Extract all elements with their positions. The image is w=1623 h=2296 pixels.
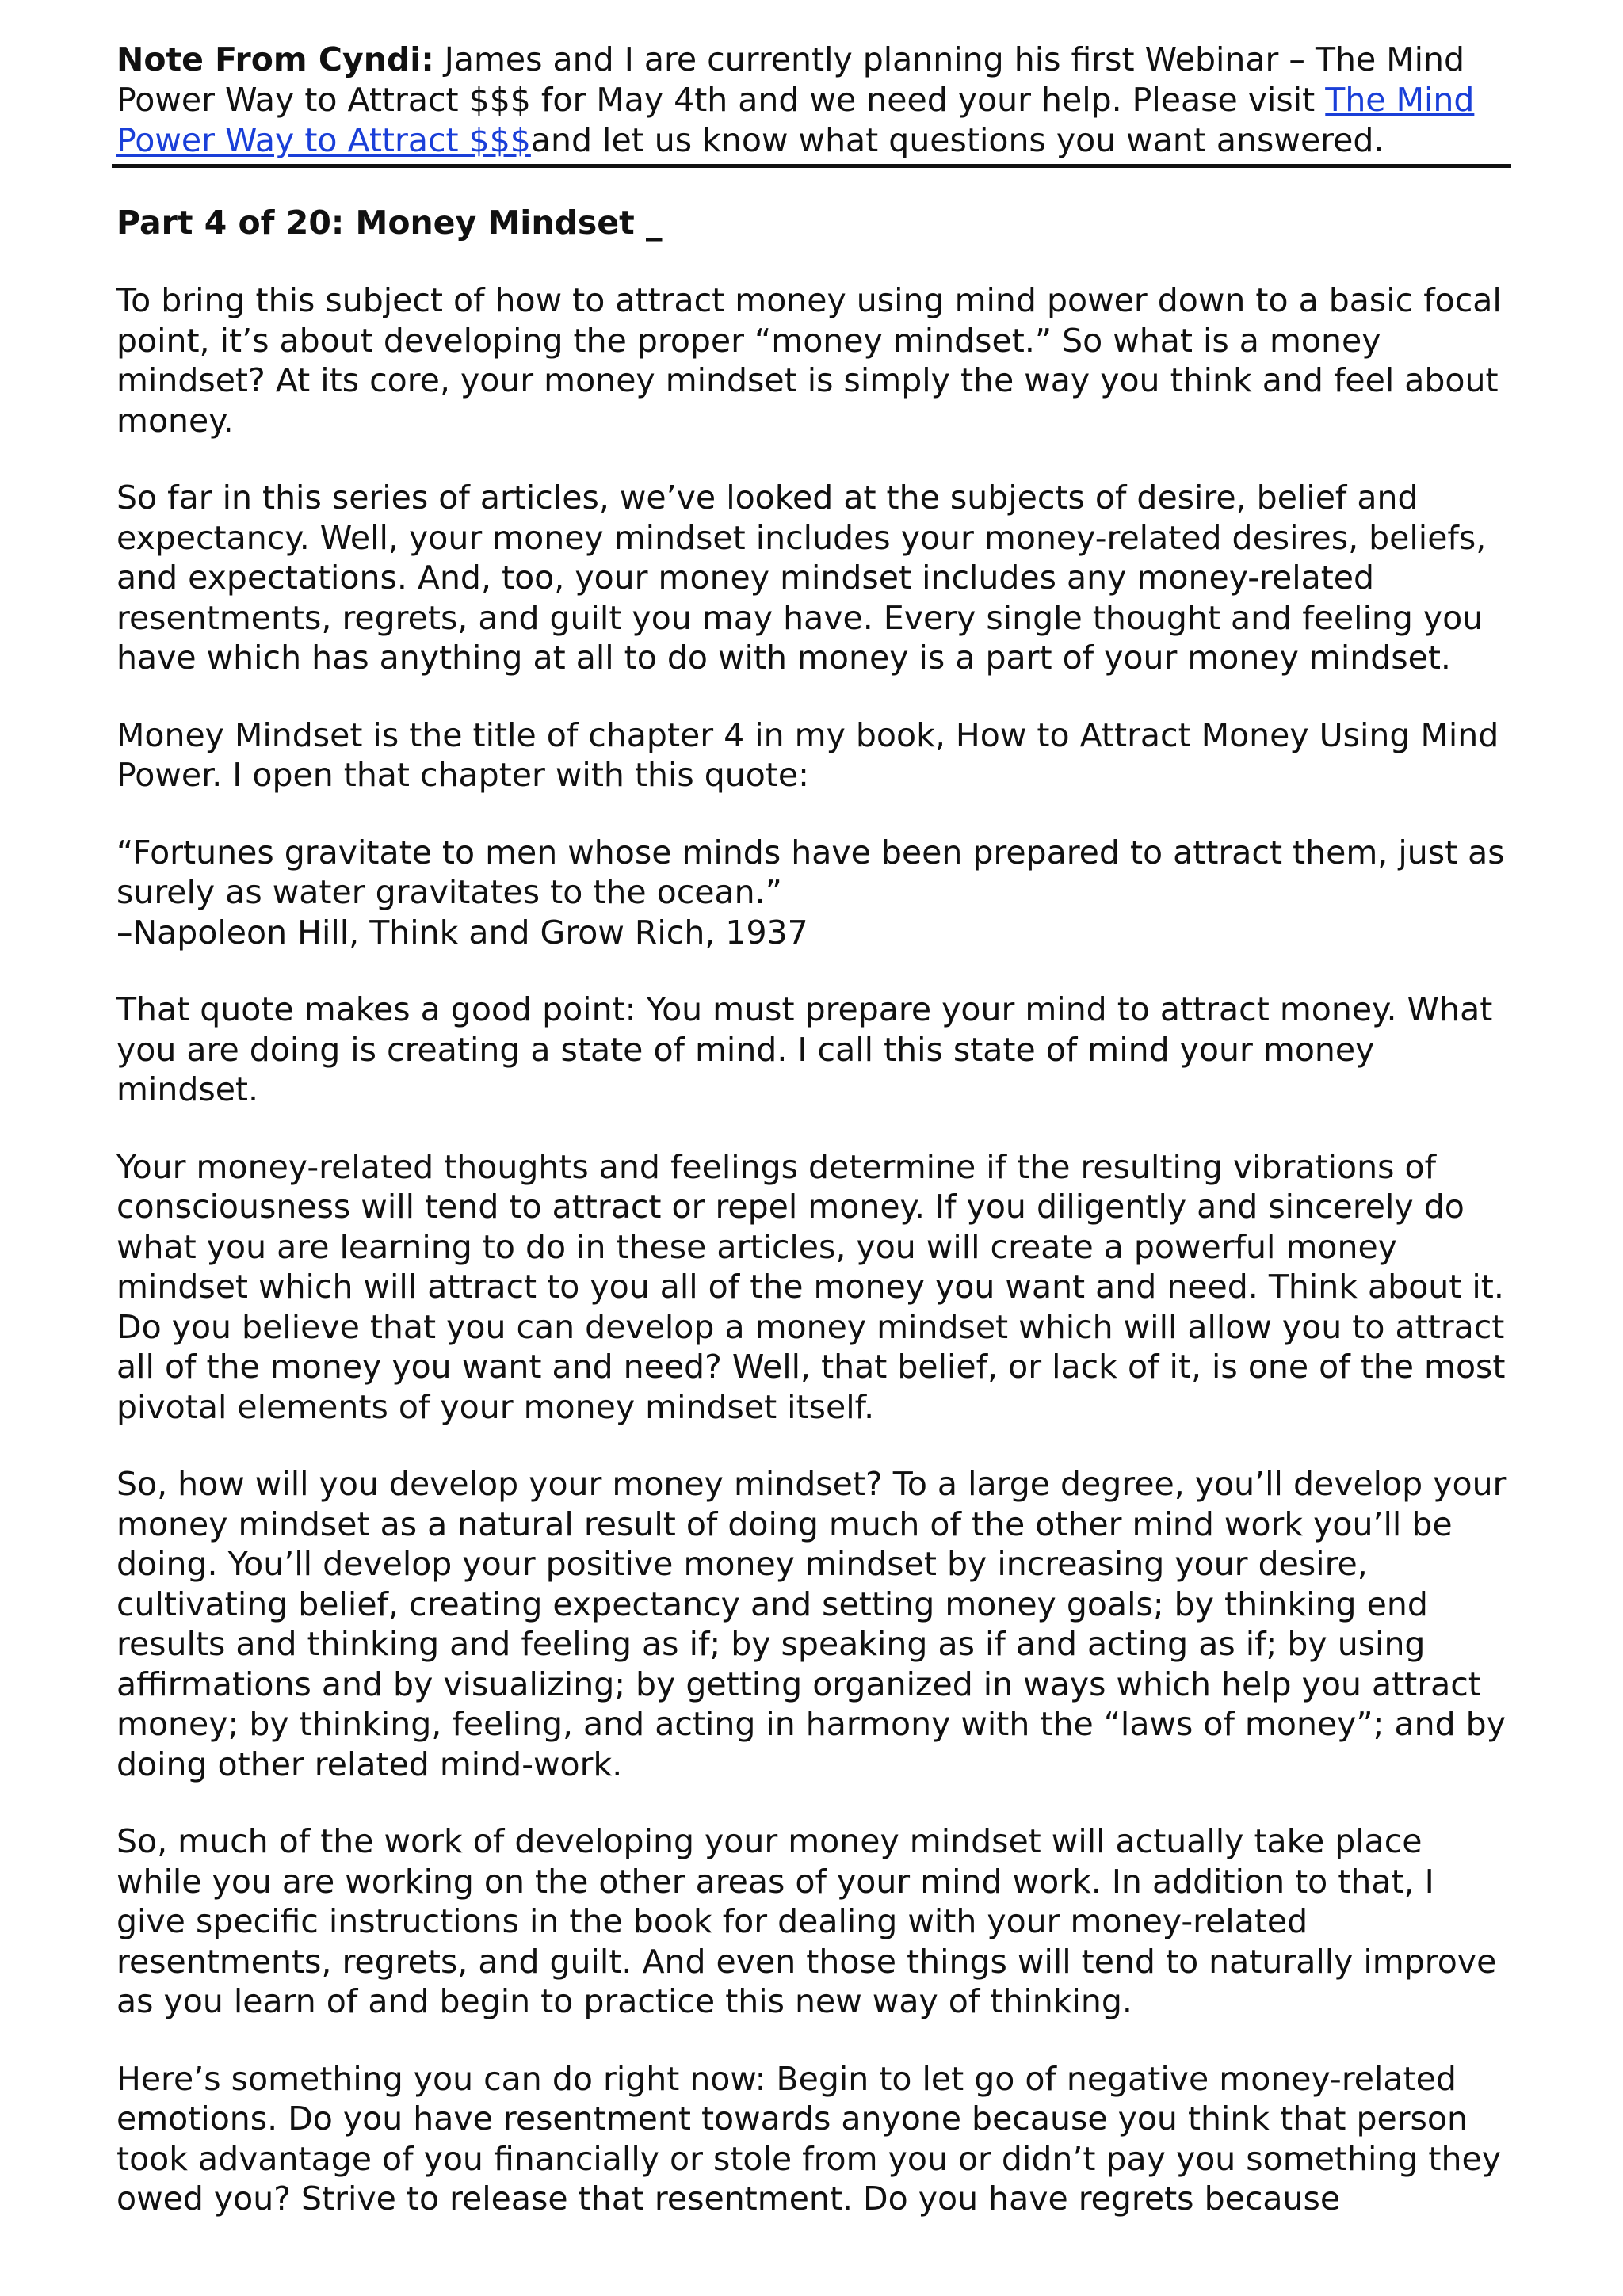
note-label: Note From Cyndi: <box>116 40 434 78</box>
note-text: James and I are currently planning his first Webinar – The Mind Power Way to Attract $$$ for May 4th and we need your help. Please visit <box>116 40 1465 119</box>
paragraph-7: So, much of the work of developing your money mindset will actually take place while you are working on the other areas of your mind work. In addition to that, I give specific instructions in the book for dealing with your money-related resentments, regrets, and guilt. And even those things will tend to naturally improve as you learn of and begin to practice this new way of thinking. <box>116 1822 1497 2020</box>
note-divider <box>112 164 1511 168</box>
paragraph-3: Money Mindset is the title of chapter 4 in my book, How to Attract Money Using Mind Power. I open that chapter with this quote: <box>116 715 1499 794</box>
paragraph-2: So far in this series of articles, we’ve looked at the subjects of desire, belief and expectancy. Well, your money mindset includes your money-related desires, beliefs, and expectations. And, too, your money mindset includes any money-related resentments, regrets, and guilt you may have. Every single thought and feeling you have which has anything at all to do with money is a part of your money mindset. <box>116 479 1487 677</box>
paragraph-6: So, how will you develop your money mindset? To a large degree, you’ll develop your money mindset as a natural result of doing much of the other mind work you’ll be doing. You’ll develop your positive money mindset by increasing your desire, cultivating belief, creating expectancy and setting money goals; by thinking end results and thinking and feeling as if; by speaking as if and acting as if; by using affirmations and by visualizing; by getting organized in ways which help you attract money; by thinking, feeling, and acting in harmony with the “laws of money”; and by doing other related mind-work. <box>116 1465 1507 1783</box>
quote-attribution: –Napoleon Hill, Think and Grow Rich, 1937 <box>116 913 808 952</box>
paragraph-8: Here’s something you can do right now: Begin to let go of negative money-related emotions. Do you have resentment towards anyone because you think that person took advantage of you financially or stole from you or didn’t pay you something they owed you? Strive to release that resentment. Do you have regrets because <box>116 2059 1501 2218</box>
part-title: Part 4 of 20: Money Mindset _ <box>116 204 663 242</box>
paragraph-4: That quote makes a good point: You must prepare your mind to attract money. What you are doing is creating a state of mind. I call this state of mind your money mindset. <box>116 990 1493 1108</box>
note-from-cyndi <box>116 40 1511 161</box>
paragraph-1: To bring this subject of how to attract money using mind power down to a basic focal point, it’s about developing the proper “money mindset.” So what is a money mindset? At its core, your money mindset is simply the way you think and feel about money. <box>116 281 1502 440</box>
note-text-after: and let us know what questions you want answered. <box>530 121 1384 159</box>
document-page <box>116 40 1511 2219</box>
webinar-link[interactable]: The Mind Power Way to Attract $$$ <box>116 81 1475 159</box>
quote-block <box>116 833 1511 953</box>
quote-text: “Fortunes gravitate to men whose minds have been prepared to attract them, just as surely as water gravitates to the ocean.” <box>116 833 1505 911</box>
paragraph-5: Your money-related thoughts and feelings determine if the resulting vibrations of consciousness will tend to attract or repel money. If you diligently and sincerely do what you are learning to do in these articles, you will create a powerful money mindset which will attract to you all of the money you want and need. Think about it. Do you believe that you can develop a money mindset which will allow you to attract all of the money you want and need? Well, that belief, or lack of it, is one of the most pivotal elements of your money mindset itself. <box>116 1147 1506 1426</box>
